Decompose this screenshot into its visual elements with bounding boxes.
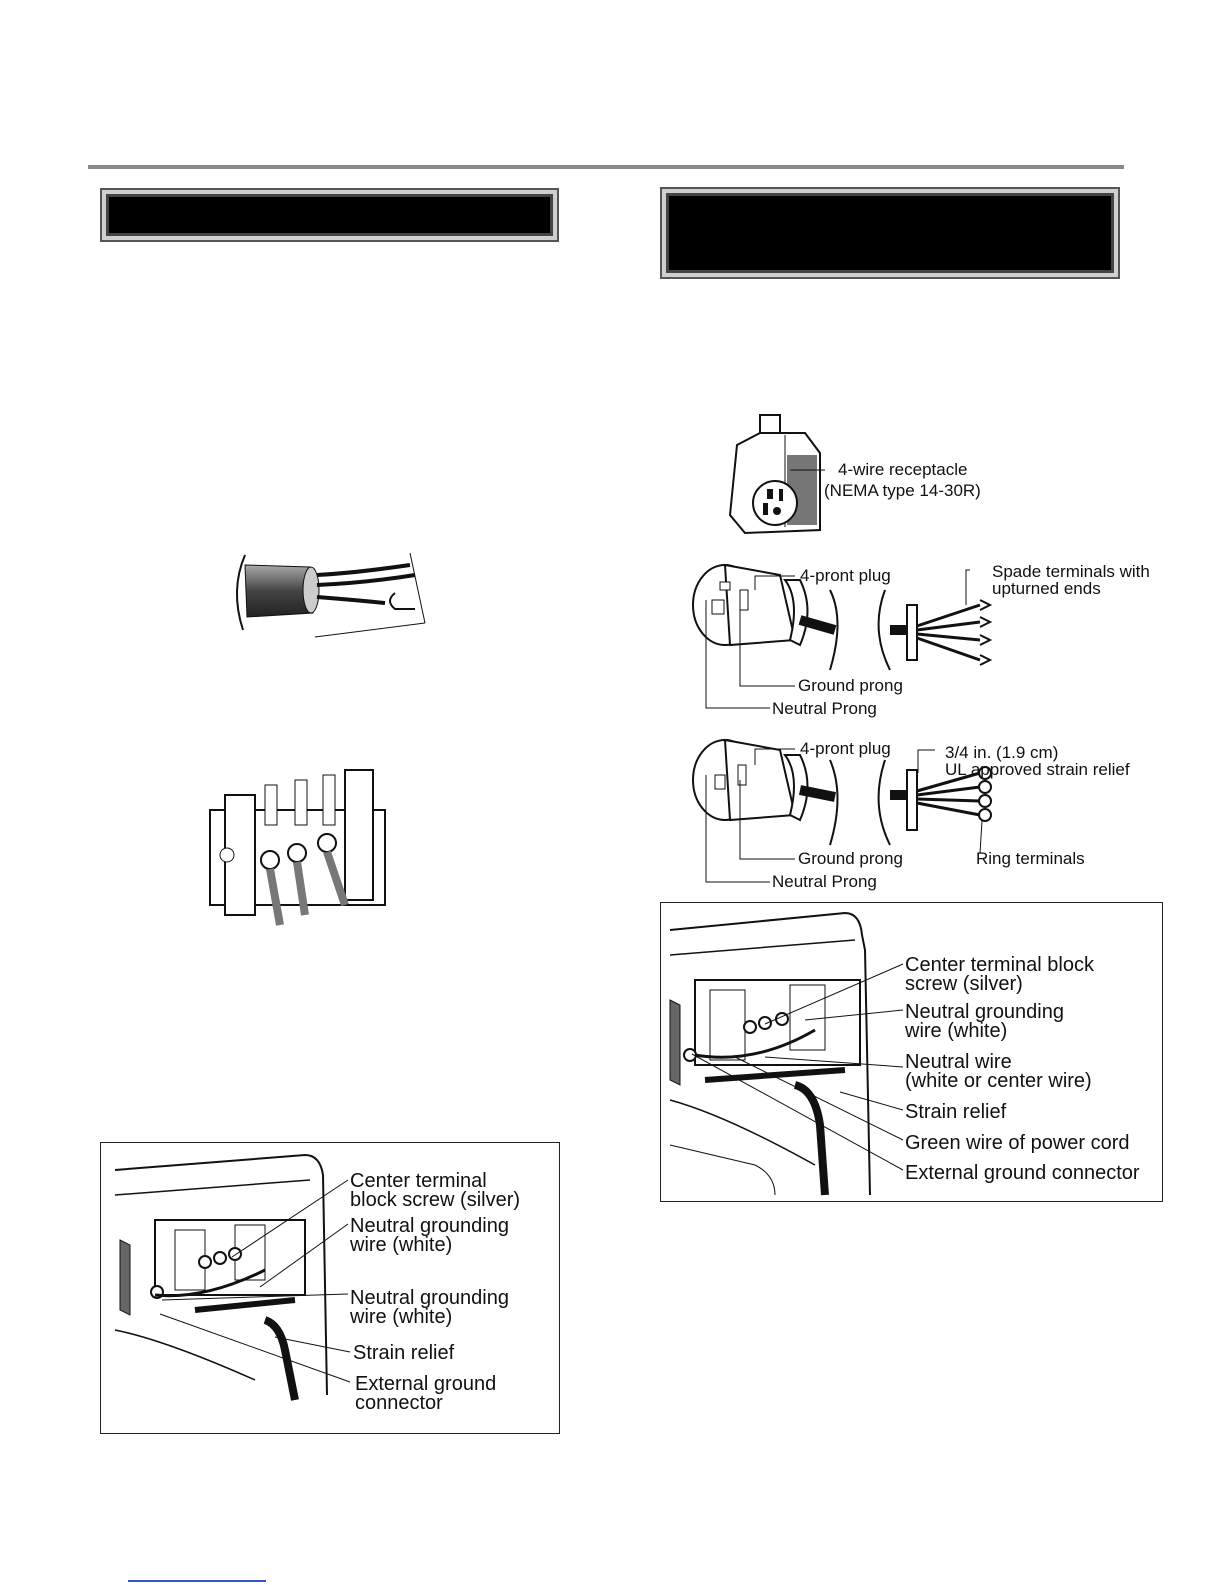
footer-link-underline[interactable]	[128, 1580, 266, 1582]
right-label-neutral-wire-1: Neutral wire	[905, 1051, 1012, 1073]
left-label-neutral-grounding-2a: Neutral grounding	[350, 1287, 509, 1309]
left-label-center-screw-2: block screw (silver)	[350, 1189, 521, 1211]
terminal-block-illustration	[205, 765, 395, 930]
right-label-center-screw-1: Center terminal block	[905, 954, 1094, 976]
left-label-neutral-grounding-1b: wire (white)	[350, 1234, 453, 1256]
right-label-external-ground: External ground connector	[905, 1162, 1140, 1184]
spade-neutral-label: Neutral Prong	[772, 699, 877, 718]
right-label-neutral-grounding-2: wire (white)	[905, 1020, 1008, 1042]
ring-strain-label-1: 3/4 in. (1.9 cm)	[945, 743, 1059, 762]
receptacle-label-2: (NEMA type 14-30R)	[824, 481, 981, 500]
header-rule	[88, 165, 1124, 169]
right-label-strain-relief: Strain relief	[905, 1101, 1007, 1123]
ring-terminals-label: Ring terminals	[976, 849, 1085, 868]
left-label-center-screw-1: Center terminal	[350, 1170, 487, 1192]
ring-strain-label-2: UL approved strain relief	[945, 760, 1130, 779]
ring-neutral-label: Neutral Prong	[772, 872, 877, 891]
left-label-external-ground-1: External ground	[355, 1373, 497, 1395]
right-label-center-screw-2: screw (silver)	[905, 973, 1023, 995]
right-label-neutral-grounding-1: Neutral grounding	[905, 1001, 1064, 1023]
spade-ground-label: Ground prong	[798, 676, 903, 695]
stripped-cord-illustration	[225, 545, 445, 645]
right-section-banner	[660, 187, 1120, 279]
ring-plug-label: 4-pront plug	[800, 739, 891, 758]
spade-terminals-label-1: Spade terminals with	[992, 562, 1150, 581]
left-label-strain-relief: Strain relief	[353, 1342, 455, 1364]
left-label-neutral-grounding-2b: wire (white)	[350, 1306, 453, 1328]
spade-plug-label: 4-pront plug	[800, 566, 891, 585]
right-label-neutral-wire-2: (white or center wire)	[905, 1070, 1092, 1092]
spade-terminals-label-2: upturned ends	[992, 579, 1101, 598]
ring-ground-label: Ground prong	[798, 849, 903, 868]
receptacle-label-1: 4-wire receptacle	[838, 460, 968, 479]
left-section-banner	[100, 188, 559, 242]
left-label-external-ground-2: connector	[355, 1392, 443, 1414]
left-label-neutral-grounding-1a: Neutral grounding	[350, 1215, 509, 1237]
receptacle-leader	[790, 460, 830, 480]
right-label-green-wire: Green wire of power cord	[905, 1132, 1130, 1154]
